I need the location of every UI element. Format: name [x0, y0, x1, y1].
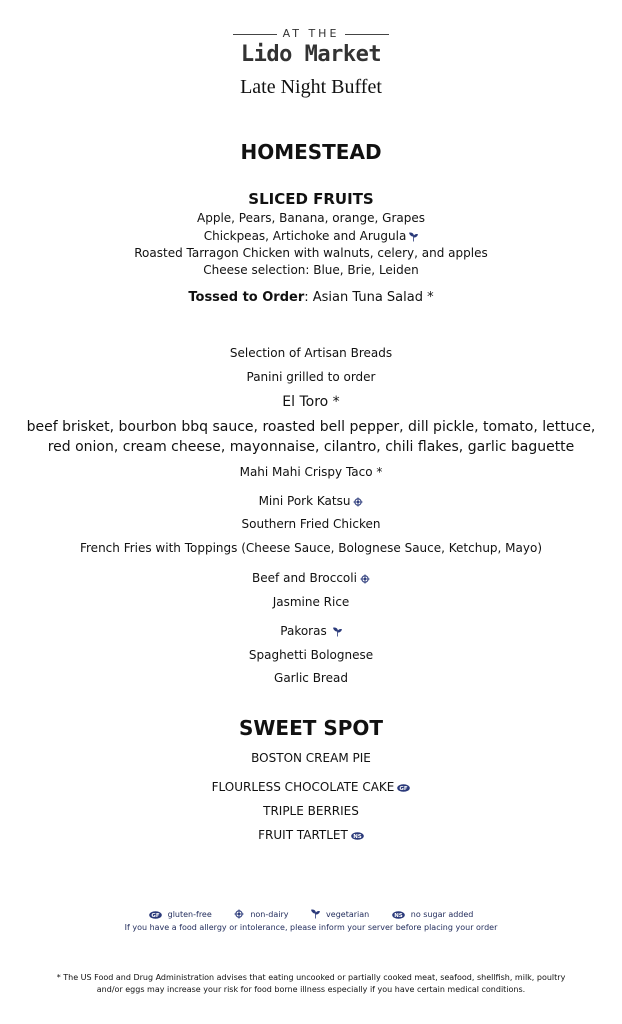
dessert-item-text: FLOURLESS CHOCOLATE CAKE: [211, 780, 395, 794]
menu-item: Panini grilled to order: [246, 370, 376, 384]
menu-item: [0, 624, 622, 638]
right-rule: [345, 34, 389, 35]
menu-item: El Toro *: [282, 394, 340, 410]
legend-non-dairy: [234, 909, 288, 919]
menu-item-description: beef brisket, bourbon bbq sauce, roasted bell pepper, dill pickle, tomato, lettuce,: [26, 419, 596, 435]
legend-label: vegetarian: [326, 910, 370, 919]
menu-item: Garlic Bread: [274, 671, 348, 685]
svg-text:GF: GF: [399, 785, 408, 792]
non-dairy-icon: [353, 497, 363, 507]
legend-gluten-free: [149, 910, 212, 919]
section-title-sweet-spot: SWEET SPOT: [238, 716, 384, 740]
disclaimer-line: and/or eggs may increase your risk for food borne illness especially if you have certain medical conditions.: [96, 985, 526, 994]
fda-disclaimer: [0, 972, 622, 996]
legend-vegetarian: [311, 909, 369, 919]
svg-text:GF: GF: [150, 913, 160, 919]
vegetarian-icon: [311, 909, 320, 919]
menu-item: Spaghetti Bolognese: [248, 648, 374, 662]
non-dairy-icon: [360, 574, 370, 584]
at-the-label: [0, 27, 622, 40]
dessert-item: BOSTON CREAM PIE: [251, 751, 371, 765]
menu-line-text: Chickpeas, Artichoke and Arugula: [203, 229, 407, 243]
tossed-value: : Asian Tuna Salad *: [304, 290, 434, 305]
vegetarian-icon: [333, 627, 342, 637]
menu-item: Mahi Mahi Crispy Taco *: [239, 465, 383, 479]
svg-text:NS: NS: [393, 913, 403, 919]
pre-title: AT THE: [282, 27, 340, 40]
menu-item-text: Beef and Broccoli: [252, 571, 357, 585]
left-rule: [233, 34, 277, 35]
disclaimer-line: * The US Food and Drug Administration advises that eating uncooked or partially cooked meat, seafood, shellfish, milk, poultry: [56, 973, 566, 982]
menu-item: French Fries with Toppings (Cheese Sauce, Bolognese Sauce, Ketchup, Mayo): [79, 541, 543, 555]
no-sugar-added-icon: [392, 911, 405, 919]
menu-item: [0, 494, 622, 508]
menu-item: Selection of Artisan Breads: [229, 346, 393, 360]
menu-subtitle: Late Night Buffet: [240, 76, 382, 98]
tossed-to-order-line: [0, 290, 622, 305]
menu-item: [0, 571, 622, 585]
no-sugar-added-icon: [351, 832, 364, 840]
dessert-item: [0, 828, 622, 842]
legend-label: non-dairy: [250, 910, 289, 919]
brand-name: Lido Market: [240, 42, 382, 67]
gluten-free-icon: [397, 784, 410, 792]
menu-line: [0, 229, 622, 243]
menu-line: Apple, Pears, Banana, orange, Grapes: [197, 211, 425, 225]
menu-line: Cheese selection: Blue, Brie, Leiden: [203, 263, 419, 277]
dessert-item: TRIPLE BERRIES: [263, 804, 359, 818]
menu-item: Southern Fried Chicken: [241, 517, 381, 531]
legend-label: no sugar added: [410, 910, 474, 919]
menu-item-description: red onion, cream cheese, mayonnaise, cilantro, chili flakes, garlic baguette: [47, 439, 575, 455]
menu-item-text: Mini Pork Katsu: [258, 494, 351, 508]
tossed-label: Tossed to Order: [188, 290, 305, 305]
section-title-homestead: HOMESTEAD: [240, 140, 382, 164]
allergy-note: If you have a food allergy or intolerance, please inform your server before placing your order: [124, 923, 498, 932]
dessert-item: [0, 780, 622, 794]
legend-label: gluten-free: [167, 910, 212, 919]
non-dairy-icon: [234, 909, 244, 919]
legend-no-sugar-added: [392, 910, 474, 919]
svg-text:NS: NS: [353, 833, 362, 840]
gluten-free-icon: [149, 911, 162, 919]
dessert-item-text: FRUIT TARTLET: [258, 828, 348, 842]
menu-item: Jasmine Rice: [272, 595, 350, 609]
vegetarian-icon: [409, 232, 418, 242]
menu-item-text: Pakoras: [280, 624, 327, 638]
dietary-legend: [0, 909, 622, 919]
subsection-title-sliced-fruits: SLICED FRUITS: [248, 190, 374, 208]
menu-line: Roasted Tarragon Chicken with walnuts, celery, and apples: [134, 246, 488, 260]
